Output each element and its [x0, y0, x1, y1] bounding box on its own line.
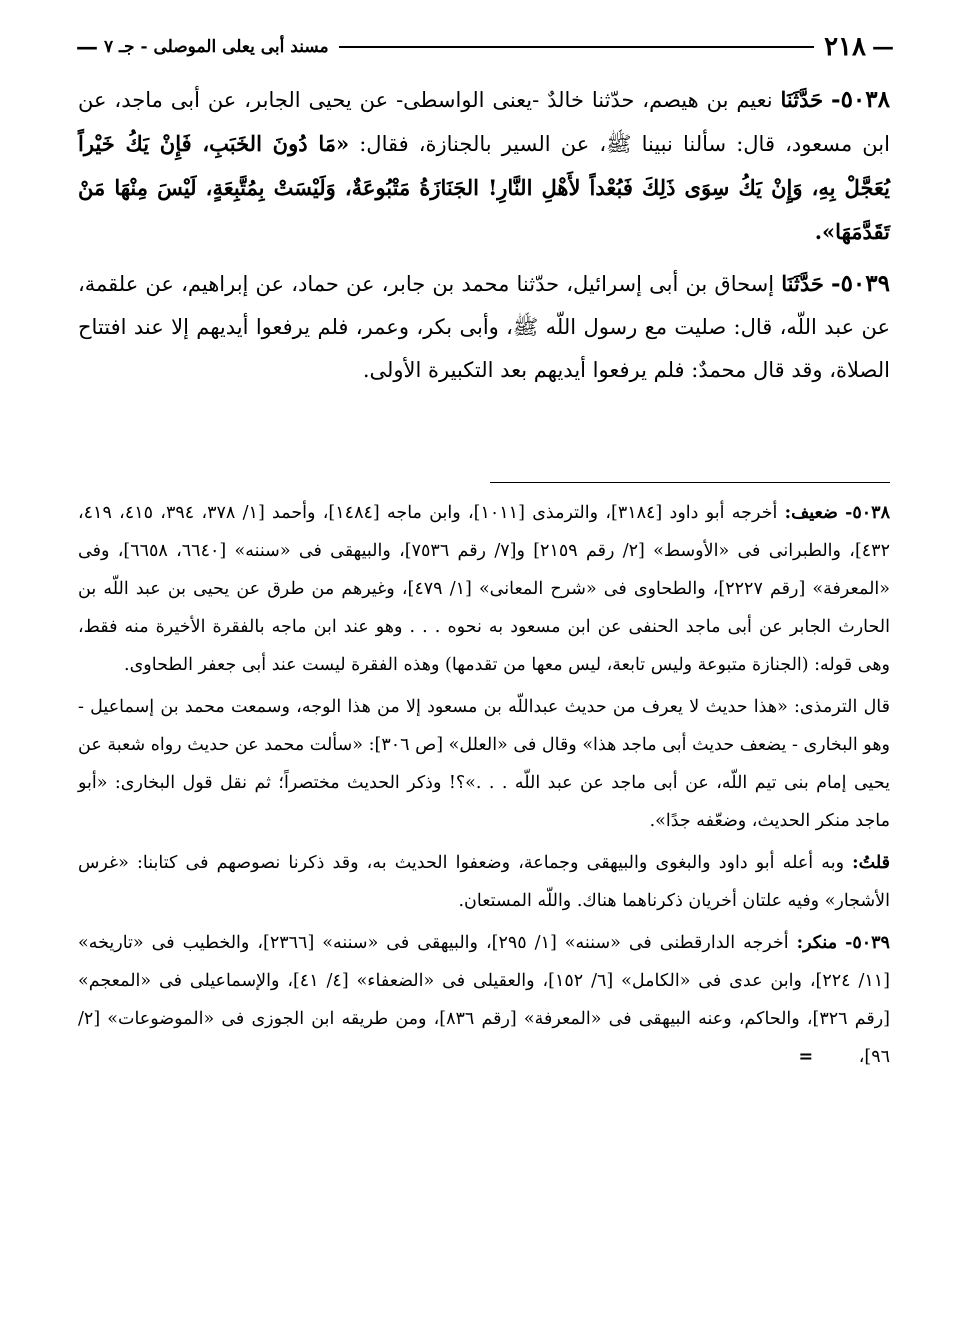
- footnote-number: ٥٠٣٨-: [845, 503, 890, 523]
- haddathana-word: حَدَّثَنَا: [780, 87, 824, 112]
- continued-mark: =: [798, 1047, 814, 1067]
- footnote-tirmidhi: قال الترمذى: «هذا حديث لا يعرف من حديث عبداللّه بن مسعود إلا من هذا الوجه، وسمعت محمد بن إسماعيل - وهو البخارى - يضعف حديث أبى ماجد هذا» وقال فى «العلل» [ص ٣٠٦]: «سألت محمد عن حديث رواه شعبة عن يحيى إمام بنى تيم اللّه، عن أبى ماجد عن عبد اللّه . . .»؟! وذكر الحديث مختصراً؛ ثم نقل قول البخارى: «أبو ماجد منكر الحديث، وضعّفه جدًا».: [78, 697, 890, 831]
- qult-text: وبه أعله أبو داود والبغوى والبيهقى وجماعة، وضعفوا الحديث به، وقد ذكرنا نصوصهم فى كتابنا: «غرس الأشجار» وفيه علتان أخريان ذكرناهما هناك. واللّه المستعان.: [78, 853, 890, 911]
- header-dash-end: —: [76, 34, 98, 60]
- qult-label: قلتُ:: [852, 853, 890, 873]
- hadith-number: ٥٠٣٩-: [831, 270, 890, 297]
- footnote-grade: منكر:: [796, 933, 838, 953]
- haddathana-word: حَدَّثَنَا: [781, 271, 824, 296]
- footnote-text: أخرجه أبو داود [٣١٨٤]، والترمذى [١٠١١]، وابن ماجه [١٤٨٤]، وأحمد [١/ ٣٧٨، ٣٩٤، ٤١٥، ٤١٩، ٤٣٢]، والطبرانى فى «الأوسط» [٢/ رقم ٢١٥٩] و[٧/ رقم ٧٥٣٦]، والبيهقى فى «سننه» [٦٦٤٠، ٦٦٥٨]، وفى «المعرفة» [رقم ٢٢٢٧]، والطحاوى فى «شرح المعانى» [١/ ٤٧٩]، وغيرهم من طرق عن يحيى بن عبد اللّه بن الحارث الجابر عن أبى ماجد الحنفى عن ابن مسعود به نحوه . . . وهو عند ابن ماجه بالفقرة الأخيرة منه فقط، وهى قوله: (الجنازة متبوعة وليس تابعة، ليس معها من تقدمها) وهذه الفقرة ليست عند أبى جعفر الطحاوى.: [78, 503, 890, 675]
- header-dash: —: [872, 34, 894, 60]
- page-number: ٢١٨: [824, 32, 866, 62]
- hadith-number: ٥٠٣٨-: [831, 86, 890, 113]
- footnote-number: ٥٠٣٩-: [845, 933, 890, 953]
- footnote-5038: [78, 494, 890, 684]
- hadith-5039: [78, 262, 890, 392]
- footnote-grade: ضعيف:: [784, 503, 838, 523]
- hadith-isnad: نعيم بن هيصم، حدّثنا خالدٌ -يعنى الواسطى- عن يحيى الجابر، عن أبى ماجد، عن ابن مسعود، قال: سألنا نبينا ﷺ، عن السير بالجنازة، فقال:: [78, 88, 890, 156]
- hadith-matn: «مَا دُونَ الخَبَبِ، فَإِنْ يَكُ خَيْراً يُعَجَّلْ بِهِ، وَإِنْ يَكُ سِوَى ذَلِكَ فَبُعْداً لأَهْلِ النَّارِ! الجَنَازَةُ مَتْبُوعَةٌ، وَلَيْسَتْ بِمُتَّبِعَةٍ، لَيْسَ مِنْهَا مَنْ تَقَدَّمَهَا».: [78, 131, 890, 244]
- hadith-text: إسحاق بن أبى إسرائيل، حدّثنا محمد بن جابر، عن حماد، عن إبراهيم، عن علقمة، عن عبد اللّه، قال: صليت مع رسول اللّه ﷺ، وأبى بكر، وعمر، فلم يرفعوا أيديهم إلا عند افتتاح الصلاة، وقد قال محمدٌ: فلم يرفعوا أيديهم بعد التكبيرة الأولى.: [78, 272, 890, 382]
- book-title: مسند أبى يعلى الموصلى - جـ ٧: [104, 37, 329, 57]
- footnote-text: أخرجه الدارقطنى فى «سننه» [١/ ٢٩٥]، والبيهقى فى «سننه» [٢٣٦٦]، والخطيب فى «تاريخه» [١١/ ٢٢٤]، وابن عدى فى «الكامل» [٦/ ١٥٢]، والعقيلى فى «الضعفاء» [٤/ ٤١]، والإسماعيلى فى «المعجم» [رقم ٣٢٦]، والحاكم، وعنه البيهقى فى «المعرفة» [رقم ٨٣٦]، ومن طريقه ابن الجوزى فى «الموضوعات» [٢/ ٩٦]،: [78, 933, 890, 1067]
- hadith-5038: [78, 78, 890, 254]
- running-header: [70, 30, 900, 64]
- footnote-5039: [78, 924, 890, 1076]
- main-text: [78, 78, 890, 400]
- footnote-qult: [78, 844, 890, 920]
- header-rule: [339, 46, 814, 48]
- footnotes: [78, 494, 890, 1080]
- footnote-separator: [490, 482, 890, 483]
